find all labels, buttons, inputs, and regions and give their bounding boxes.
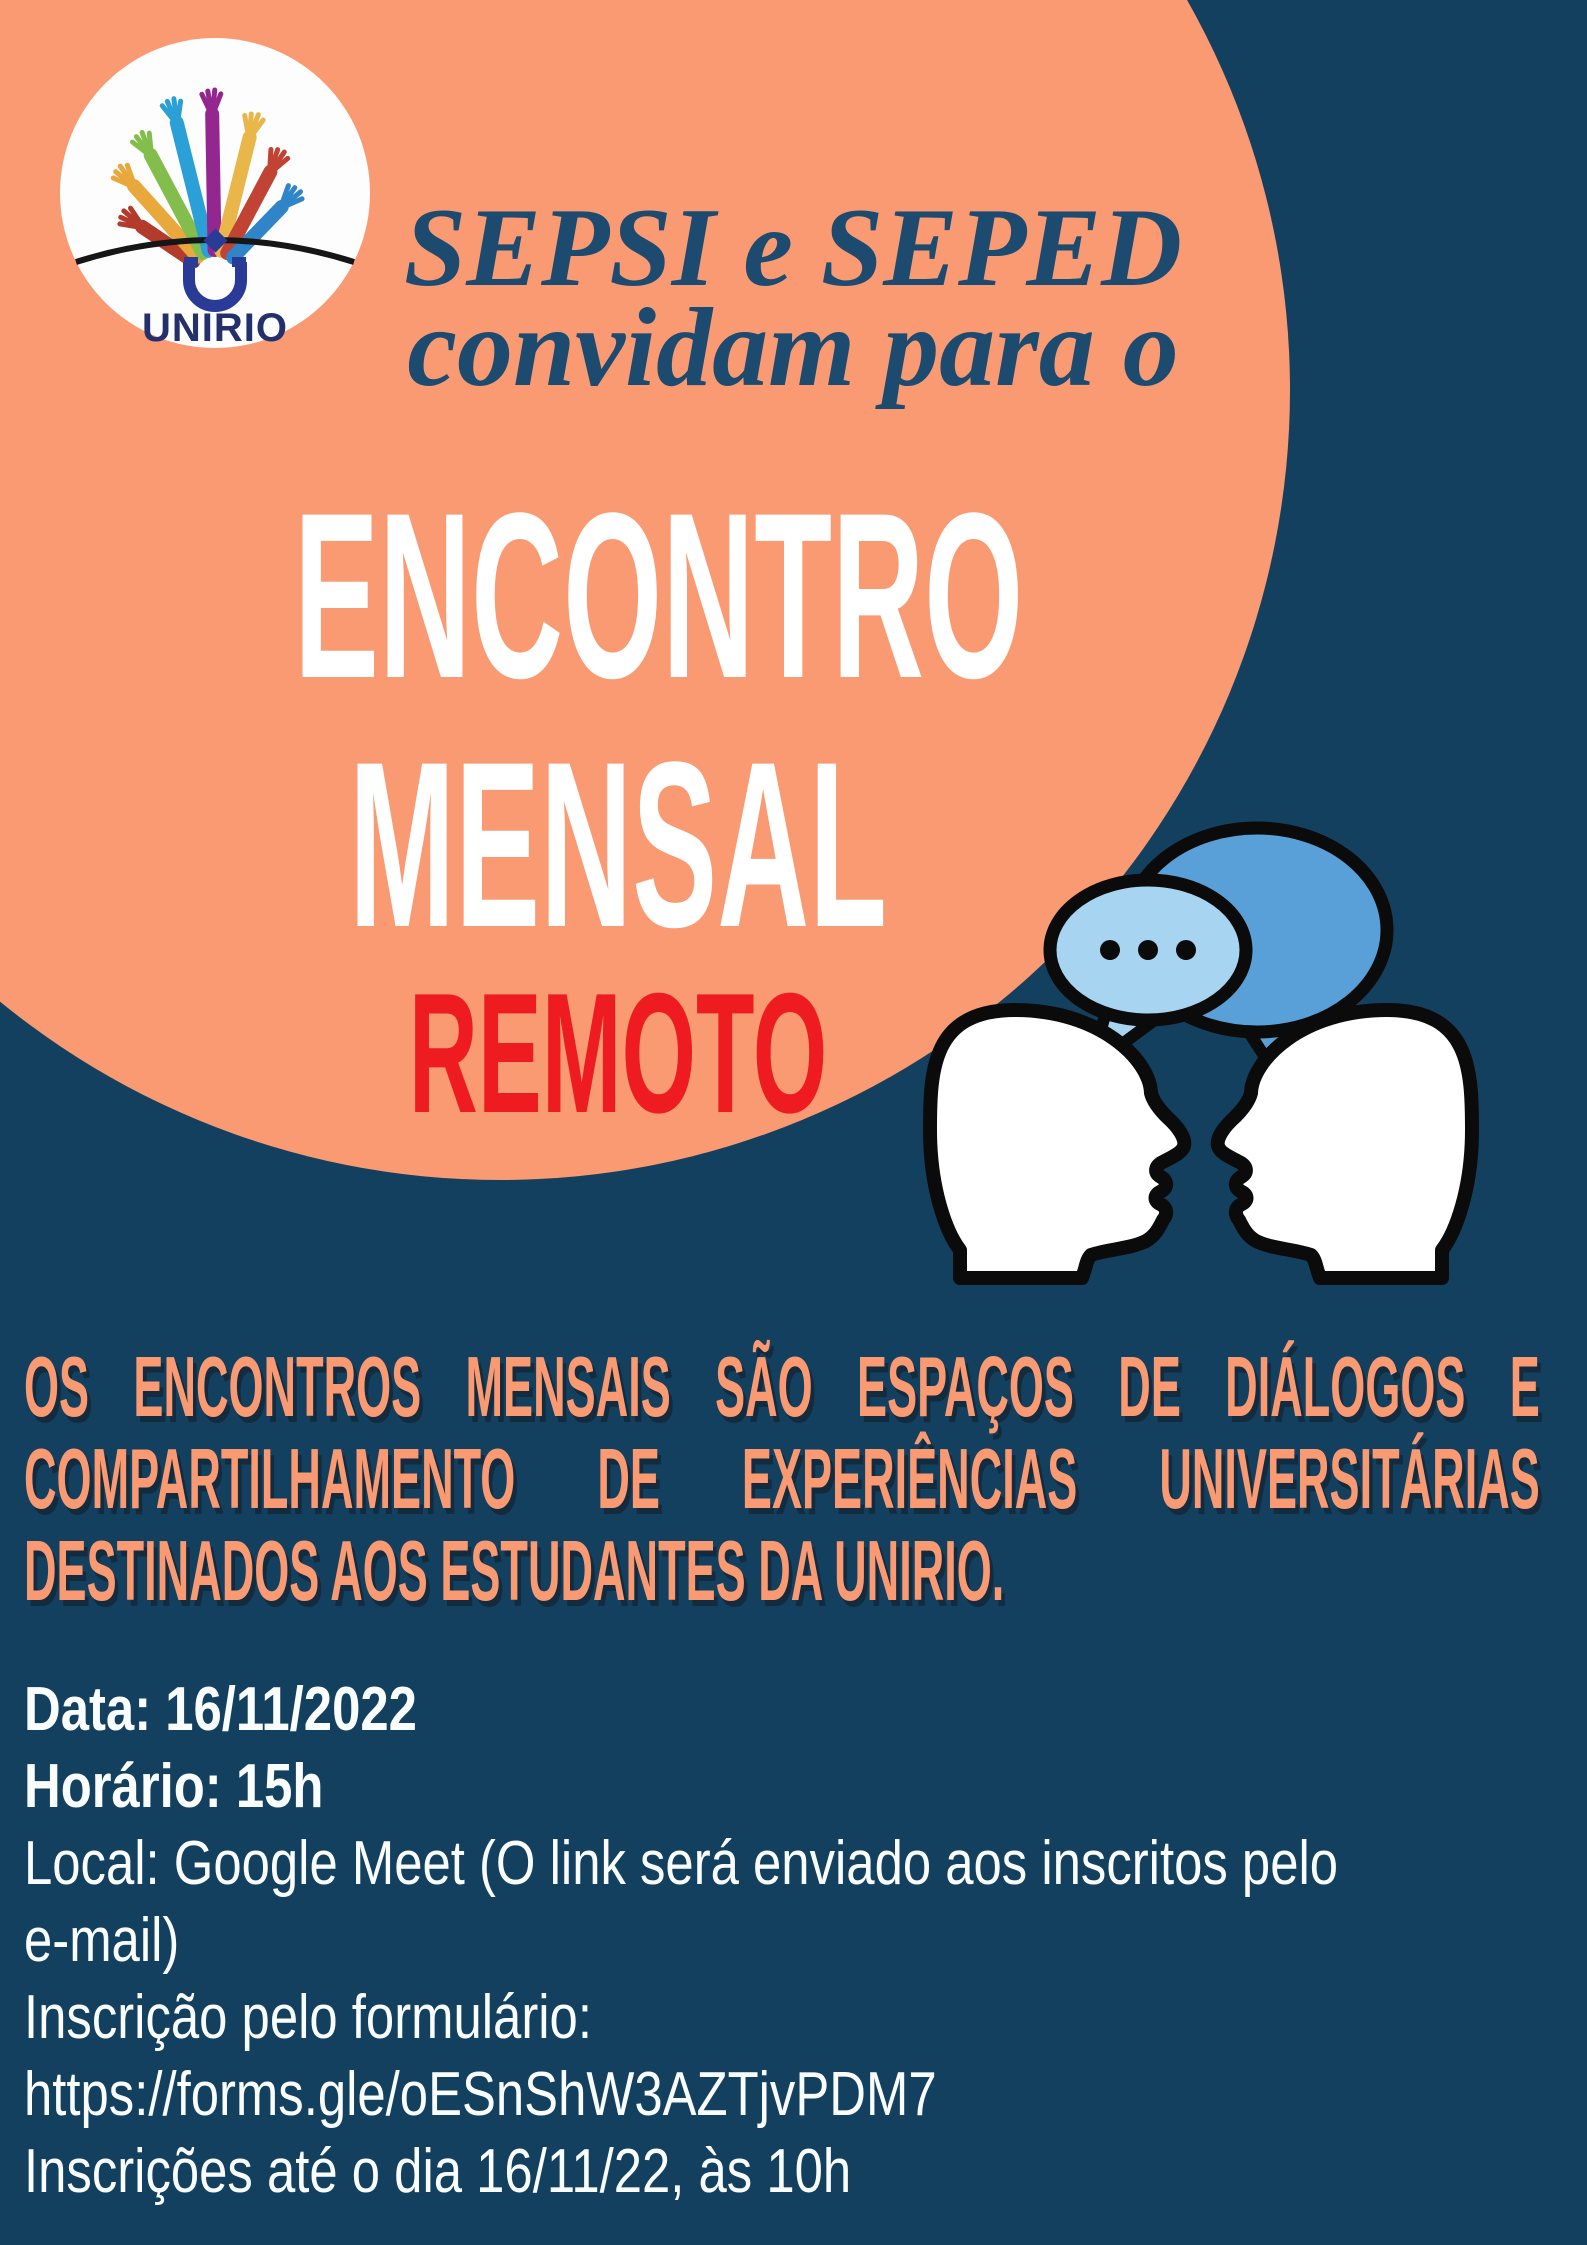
two-heads-dialogue-illustration — [860, 820, 1500, 1380]
header-line-2: convidam para o — [407, 286, 1179, 410]
invitation-header — [193, 186, 1393, 410]
body-line: DESTINADOS AOS ESTUDANTES DA UNIRIO. — [24, 1524, 1005, 1619]
unirio-logo-wordmark: UNIRIO — [142, 306, 288, 348]
detail-line: Inscrições até o dia 16/11/22, às 10h — [24, 2137, 852, 2206]
detail-line: Horário: 15h — [24, 1752, 324, 1821]
body-text — [24, 1342, 1540, 1618]
head-left-icon — [930, 1010, 1184, 1278]
header-line-1: SEPSI e SEPED — [404, 186, 1182, 310]
detail-line: e-mail) — [24, 1906, 180, 1975]
body-line: COMPARTILHAMENTO DE EXPERIÊNCIAS UNIVERSITÁRIAS — [24, 1432, 1540, 1527]
detail-line: Inscrição pelo formulário: — [24, 1983, 592, 2052]
event-details — [24, 1671, 1541, 2210]
title-encontro: ENCONTRO — [294, 464, 1024, 728]
detail-line: Local: Google Meet (O link será enviado aos inscritos pelo — [24, 1829, 1339, 1898]
title-remoto: REMOTO — [408, 958, 828, 1149]
body-line: OS ENCONTROS MENSAIS SÃO ESPAÇOS DE DIÁLOGOS E — [24, 1340, 1540, 1435]
detail-line: https://forms.gle/oESnShW3AZTjvPDM7 — [24, 2060, 937, 2129]
detail-line: Data: 16/11/2022 — [24, 1675, 417, 1744]
title-mensal: MENSAL — [348, 713, 888, 977]
